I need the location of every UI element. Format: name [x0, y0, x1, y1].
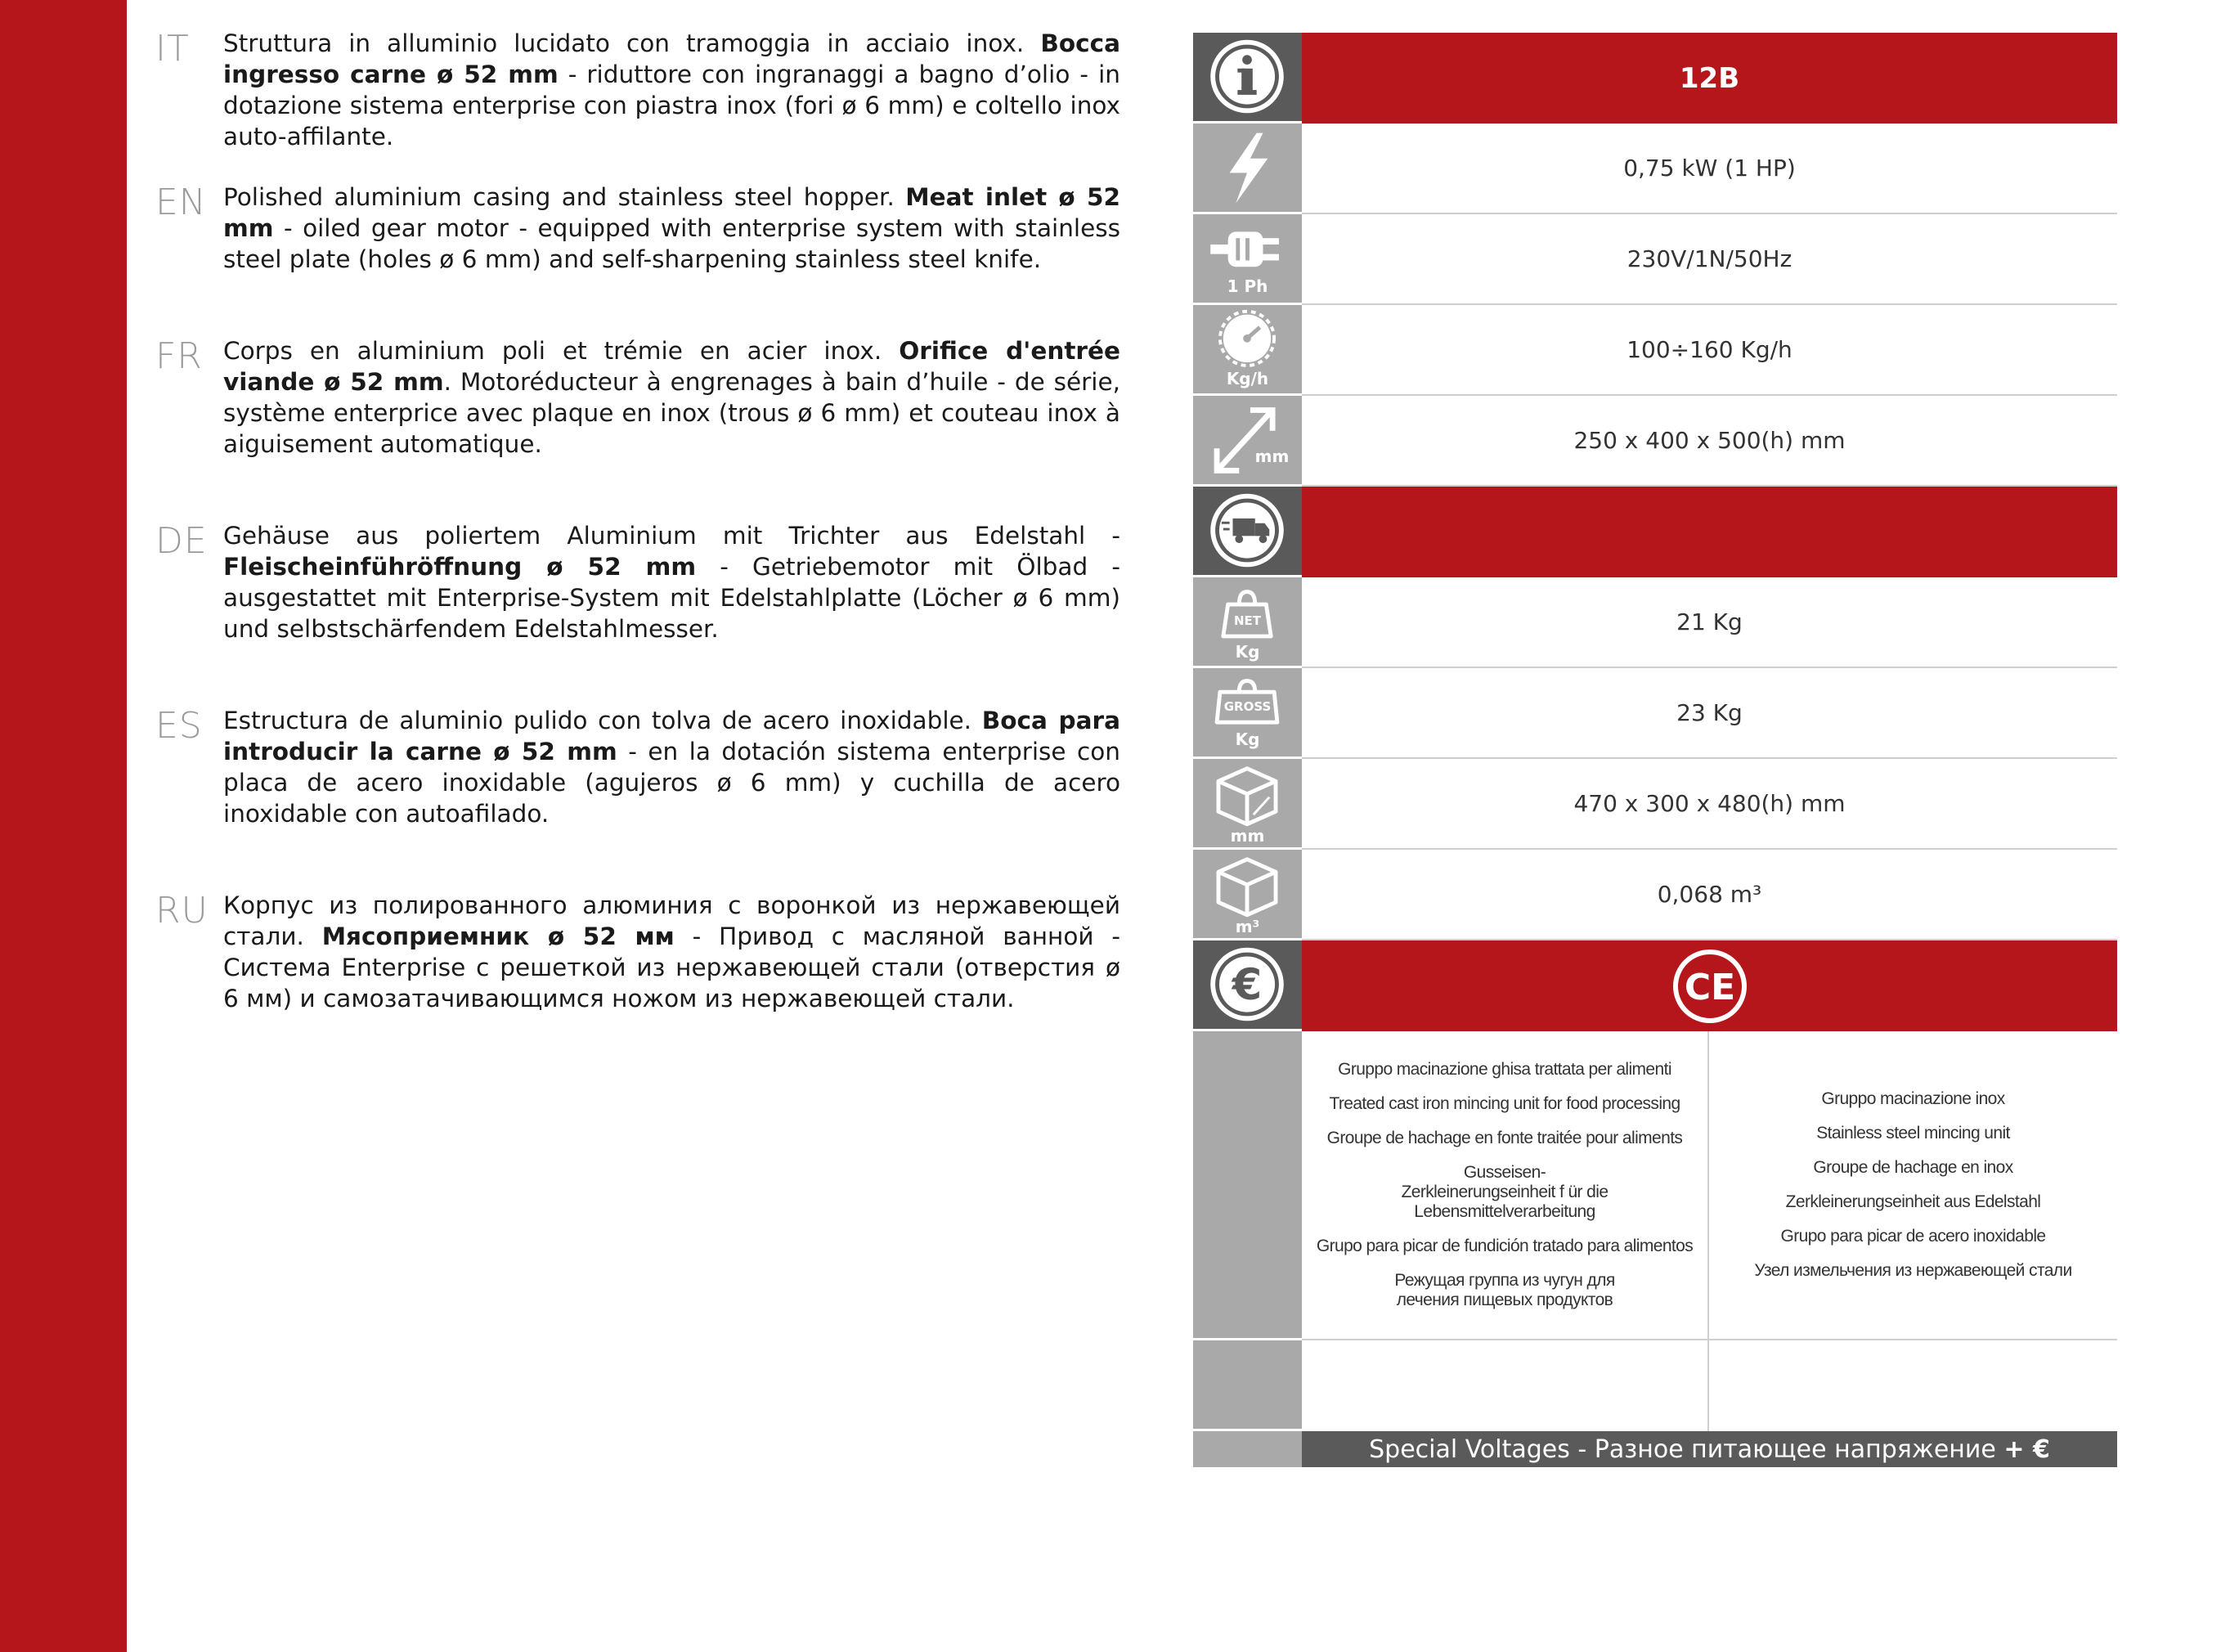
text-segment-bold: Fleischeinführöffnung ø 52 mm: [223, 553, 697, 581]
capacity-value: 100÷160 Kg/h: [1302, 305, 2117, 396]
lang-code: EN: [155, 182, 207, 223]
capacity-gauge-icon: [1193, 305, 1302, 396]
net-caption: Kg: [1235, 642, 1260, 662]
text-segment: . Motoréducteur à engrenages à bain d’huile - de série, système enterprice avec plaque en inox (trous ø 6 mm) et couteau inox à aiguisement automatique.: [223, 368, 1120, 458]
option-text: Groupe de hachage en fonte traitée pour aliments: [1326, 1129, 1683, 1147]
special-voltages-bar: [1302, 1431, 2117, 1467]
spec-row-power: [1193, 123, 2117, 214]
spec-row-dimensions: [1193, 396, 2117, 487]
phase-caption: 1 Ph: [1227, 276, 1268, 296]
option-text: Gruppo macinazione ghisa trattata per alimenti: [1338, 1060, 1671, 1079]
lang-text: [223, 28, 1120, 152]
ce-header: [1302, 940, 2117, 1031]
gross-caption: Kg: [1235, 729, 1260, 749]
shipping-header: [1302, 487, 2117, 577]
gross-weight-icon: [1193, 668, 1302, 759]
lang-text: [223, 335, 1120, 460]
spec-row-net-weight: [1193, 577, 2117, 668]
option-text: Groupe de hachage en inox: [1813, 1158, 2013, 1177]
lang-text: [223, 520, 1120, 644]
model-name: 12B: [1302, 33, 2117, 123]
package-dimensions-value: 470 x 300 x 480(h) mm: [1302, 759, 2117, 850]
price-cell-right: [1709, 1340, 2117, 1431]
spec-row-volume: [1193, 850, 2117, 940]
text-segment-bold: Orifice d'entrée viande ø 52 mm: [223, 337, 1120, 396]
lang-code: DE: [155, 520, 208, 562]
text-segment-bold: Meat inlet ø 52 mm: [223, 183, 1120, 242]
net-weight-value: 21 Kg: [1302, 577, 2117, 668]
text-segment: - Привод с масляной ванной - Система Enterprise с решеткой из нержавеющей стали (отверстия ø 6 мм) и самозатачивающимся ножом из нержавеющей стали.: [223, 923, 1120, 1012]
text-segment: Polished aluminium casing and stainless steel hopper.: [223, 183, 906, 211]
gross-label: GROSS: [1223, 699, 1272, 714]
ce-mark-text: CE: [1684, 966, 1735, 1008]
info-icon: [1193, 33, 1302, 123]
text-segment: - Getriebemotor mit Ölbad - ausgestattet mit Enterprise-System mit Edelstahlplatte (Löcher ø 6 mm) und selbstschärfendem Edelstahlmesser.: [223, 553, 1120, 643]
option-text: Узел измельчения из нержавеющей стали: [1754, 1261, 2072, 1280]
package-box-icon: [1193, 759, 1302, 850]
lightning-icon: [1193, 123, 1302, 214]
lang-text: [223, 705, 1120, 829]
capacity-caption: Kg/h: [1226, 369, 1269, 388]
net-label: NET: [1233, 613, 1262, 628]
lang-code: FR: [155, 335, 203, 377]
dimensions-value: 250 x 400 x 500(h) mm: [1302, 396, 2117, 487]
power-value: 0,75 kW (1 HP): [1302, 123, 2117, 214]
spec-row-gross-weight: [1193, 668, 2117, 759]
option-text: Gusseisen-Zerkleinerungseinheit f ür die Lebensmittelverarbeitung: [1401, 1163, 1609, 1221]
text-segment: - oiled gear motor - equipped with enterprise system with stainless steel plate (holes ø 6 mm) and self-sharpening stainless steel knife.: [223, 214, 1120, 273]
lang-text: [223, 890, 1120, 1014]
option-text: Grupo para picar de fundición tratado para alimentos: [1316, 1237, 1694, 1255]
spec-row-package-dimensions: [1193, 759, 2117, 850]
option-text: Treated cast iron mincing unit for food processing: [1329, 1094, 1680, 1113]
text-segment: - riduttore con ingranaggi a bagno d’olio - in dotazione sistema enterprise con piastra inox (fori ø 6 mm) e coltello inox auto-affilante.: [223, 61, 1121, 150]
option-cast-iron: [1302, 1031, 1709, 1340]
option-text: Zerkleinerungseinheit aus Edelstahl: [1785, 1192, 2041, 1211]
spec-row-price: [1193, 940, 2117, 1031]
pack-caption: mm: [1230, 826, 1265, 846]
text-segment-bold: Boca para introducir la carne ø 52 mm: [223, 707, 1120, 765]
lang-code: RU: [155, 890, 209, 931]
spec-row-prices-empty: [1193, 1340, 2117, 1431]
dimensions-arrow-icon: [1193, 396, 1302, 487]
net-weight-icon: [1193, 577, 1302, 668]
spec-row-voltage: [1193, 214, 2117, 305]
voltage-value: 230V/1N/50Hz: [1302, 214, 2117, 305]
plug-icon: [1193, 214, 1302, 305]
spec-row-shipping: [1193, 487, 2117, 577]
vol-caption: m³: [1235, 917, 1260, 936]
red-side-bar: [0, 0, 127, 1652]
spec-row-capacity: [1193, 305, 2117, 396]
options-icon-cell: [1193, 1031, 1302, 1340]
lang-code: ES: [155, 705, 203, 747]
gross-weight-value: 23 Kg: [1302, 668, 2117, 759]
price-cell-left: [1302, 1340, 1709, 1431]
text-segment: Корпус из полированного алюминия с воронкой из нержавеющей стали.: [223, 891, 1120, 950]
lang-code: IT: [155, 28, 190, 70]
special-voltages-text: Special Voltages - Разное питающее напряжение: [1369, 1434, 2004, 1464]
text-segment-bold: Bocca ingresso carne ø 52 mm: [223, 29, 1120, 88]
price-icon-cell: [1193, 1340, 1302, 1431]
euro-icon: [1193, 940, 1302, 1031]
option-text: Gruppo macinazione inox: [1821, 1089, 2005, 1108]
option-text: Stainless steel mincing unit: [1816, 1124, 2010, 1142]
delivery-truck-icon: [1193, 487, 1302, 577]
text-segment-bold: Мясоприемник ø 52 мм: [321, 923, 675, 950]
option-text: Режущая группа из чугун для лечения пищевых продуктов: [1394, 1271, 1615, 1309]
option-text: Grupo para picar de acero inoxidable: [1780, 1227, 2046, 1246]
text-segment: Corps en aluminium poli et trémie en acier inox.: [223, 337, 900, 365]
footer-icon-cell: [1193, 1431, 1302, 1467]
svg-text:€: €: [1232, 960, 1263, 1010]
text-segment: Struttura in alluminio lucidato con tramoggia in acciaio inox.: [223, 29, 1041, 57]
volume-value: 0,068 m³: [1302, 850, 2117, 940]
lang-text: [223, 182, 1120, 275]
dims-caption: mm: [1254, 447, 1290, 466]
special-voltages-suffix: + €: [2003, 1434, 2050, 1464]
special-voltages-row: [1193, 1431, 2117, 1467]
text-segment: Estructura de aluminio pulido con tolva de acero inoxidable.: [223, 707, 982, 734]
spec-row-model: [1193, 33, 2117, 123]
text-segment: - en la dotación sistema enterprise con placa de acero inoxidable (agujeros ø 6 mm) y cuchilla de acero inoxidable con autoafilado.: [223, 738, 1120, 828]
ce-mark-icon: [1671, 947, 1749, 1026]
volume-box-icon: [1193, 850, 1302, 940]
text-segment: Gehäuse aus poliertem Aluminium mit Trichter aus Edelstahl -: [223, 522, 1120, 550]
spec-row-options: [1193, 1031, 2117, 1340]
option-stainless: [1709, 1031, 2117, 1340]
